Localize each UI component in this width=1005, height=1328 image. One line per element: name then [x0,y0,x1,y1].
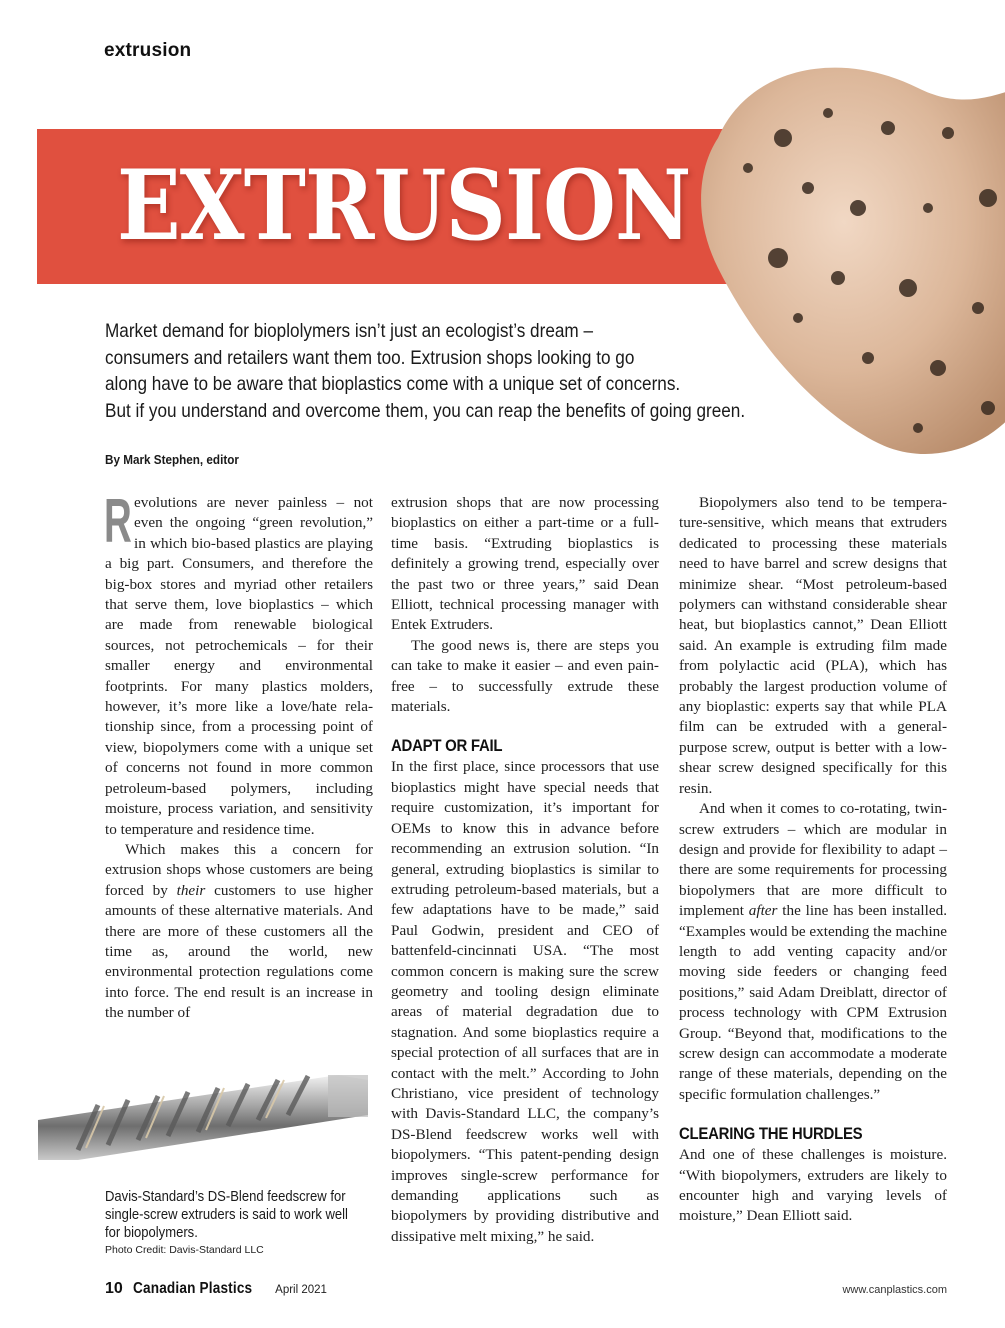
deck-line: But if you understand and overcome them, you can reap the benefits of going green. [105,399,746,422]
subhead-adapt-or-fail: ADAPT OR FAIL [391,736,503,756]
paragraph: In the first place, since processors that use bioplastics might have special needs that require customization, it’s important for OEMs to know this in advance before recommending an extrusion solution. “In general, extruding bioplastics is similar to extruding petroleum-based materials, but a few adaptations have to be made,” said Paul Godwin, president and CEO of battenfeld-cincinnati USA. “The most common concern is making sure the screw geometry and tooling design eliminate areas of material degradation due to stagnation. And some bioplastics require a special protection of all surfaces that are in contact with the melt.” According to John Christiano, vice president of technology with Davis-Standard LLC, the company’s DS-Blend feedscrew works well with biopolymers. “This patent-pending design improves single-screw performance for demanding applications such as biopolymers by providing distributive and dissipative melt mixing,” he said. [391,758,659,1245]
figure-caption: Davis-Standard’s DS-Blend feedscrew for single-screw extruders is said to work well for biopolymers. [105,1189,348,1241]
paragraph: And one of these challenges is moisture. “With biopolymers, extruders are likely to encounter high and varying levels of moisture,” Dean Elliott said. [679,1146,947,1225]
section-label: extrusion [104,40,192,61]
title-banner [37,129,757,284]
paragraph: Biopolymers also tend to be temperature-sensitive, which means that extruders dedicated to processing these materials need to have barrel and screw designs that minimize shear. “Most petroleum-based polymers can withstand considerable shear heat, but bioplastics cannot,” Dean Elliott said. An example is extruding film made from polylactic acid (PLA), which has probably the largest production volume of any bioplastic: experts say that while PLA film can be extruded with a general-purpose screw, output is better with a low-shear screw designed specifically for this resin. [679,494,947,797]
deck-line: consumers and retailers want them too. Extrusion shops looking to go [105,346,635,369]
paragraph: Which makes this a concern for extrusion shops whose customers are being forced by their customers to use higher amounts of these alternative materials. And there are more of these customers all the time as, around the world, new environmental protection regulations come into force. The end result is an increase in the number of [105,840,373,1022]
magazine-name: Canadian Plastics [132,1280,253,1297]
paragraph: extrusion shops that are now processing bioplastics on either a part-time or a full-time basis. “Extruding bioplastics is definitely a growing trend, especially over the past two or three years,” said Dean Elliott, technical processing manager with Entek Extruders. [391,494,659,634]
feedscrew-image [38,1060,378,1160]
article-column-3 [679,493,947,1227]
article-deck [105,318,746,424]
footer-folio [105,1280,327,1298]
website-url: www.canplastics.com [842,1284,947,1296]
paragraph: The good news is, there are steps you can take to make it easier – and even pain-free – to successfully extrude these materials. [391,636,659,716]
photo-credit: Photo Credit: Davis-Standard LLC [105,1244,264,1256]
subhead-clearing-the-hurdles: CLEARING THE HURDLES [679,1124,863,1144]
page-title: EXTRUSION [117,149,691,262]
byline: By Mark Stephen, editor [105,452,239,467]
deck-line: Market demand for bioplolymers isn’t just an ecologist’s dream – [105,320,594,342]
article-column-1 [104,487,373,1024]
issue-date: April 2021 [275,1284,327,1296]
drop-cap: R [104,487,132,556]
page-number: 10 [105,1280,123,1297]
paragraph: Revolutions are never painless – not even the ongoing “green revolution,” in which bio-based plastics are playing a big part. Consumers, and therefore the big-box stores and myriad other retailers that serve them, love bioplastics – which are made from renewable biological sources, not petrochemicals – for their smaller energy and environmental footprints. For many plastics molders, however, it’s more like a love/hate relationship since, from a processing point of view, biopolymers come with a unique set of concerns not found in more common petroleum-based polymers, including moisture, process variation, and sensitivity to temperature and residence time. [104,487,373,838]
paragraph: And when it comes to co-rotating, twin-screw extruders – which are modular in design and provide for flexibility to adapt – there are some requirements for processing biopolymers that are more difficult to implement after the line has been installed. “Examples would be extending the machine length to add venting capacity and/or moving side feeders or changing feed positions,” said Adam Dreiblatt, director of process technology with CPM Extrusion Group. “Beyond that, modifications to the screw design can accommodate a moderate range of these materials, depending on the specific formulation challenges.” [679,800,947,1103]
article-column-2 [391,493,659,1247]
deck-line: along have to be aware that bioplastics come with a unique set of concerns. [105,373,681,395]
